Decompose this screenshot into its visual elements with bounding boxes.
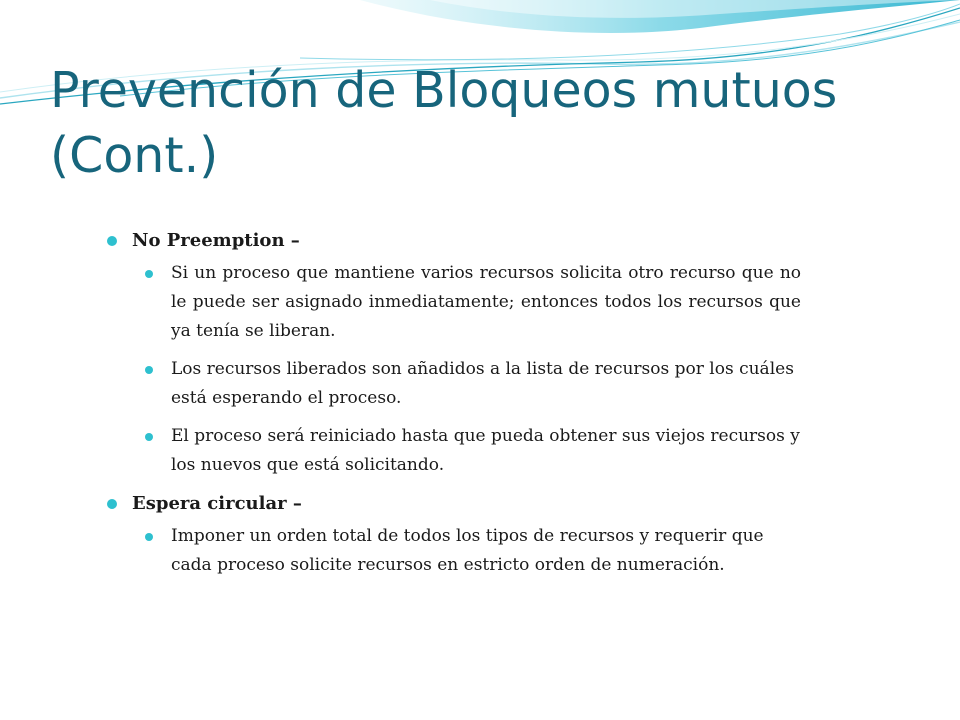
section-heading-espera-circular	[106, 489, 801, 518]
section-heading-text: Espera circular –	[132, 493, 302, 514]
list-item	[145, 422, 801, 480]
section-heading-text: No Preemption –	[132, 230, 300, 251]
list-item-text: Imponer un orden total de todos los tipos de recursos y requerir que cada proceso solicite recursos en estricto orden de numeración.	[171, 526, 764, 575]
slide-title	[50, 58, 910, 188]
bullet-dot-icon	[145, 533, 153, 541]
list-item-text: Si un proceso que mantiene varios recursos solicita otro recurso que no le puede ser asignado inmediatamente; entonces todos los recursos que ya tenía se liberan.	[171, 263, 801, 341]
list-item	[145, 522, 801, 580]
bullet-dot-icon	[107, 499, 117, 509]
slide-body	[106, 226, 801, 589]
list-item	[145, 355, 801, 413]
section-heading-no-preemption	[106, 226, 801, 255]
list-item	[145, 259, 801, 346]
bullet-dot-icon	[107, 236, 117, 246]
slide-title-line-2: (Cont.)	[50, 127, 219, 184]
list-item-text: Los recursos liberados son añadidos a la lista de recursos por los cuáles está esperando el proceso.	[171, 359, 794, 408]
list-item-text: El proceso será reiniciado hasta que pueda obtener sus viejos recursos y los nuevos que está solicitando.	[171, 426, 800, 475]
slide-title-line-1: Prevención de Bloqueos mutuos	[50, 62, 838, 119]
bullet-dot-icon	[145, 366, 153, 374]
bullet-dot-icon	[145, 433, 153, 441]
bullet-dot-icon	[145, 270, 153, 278]
